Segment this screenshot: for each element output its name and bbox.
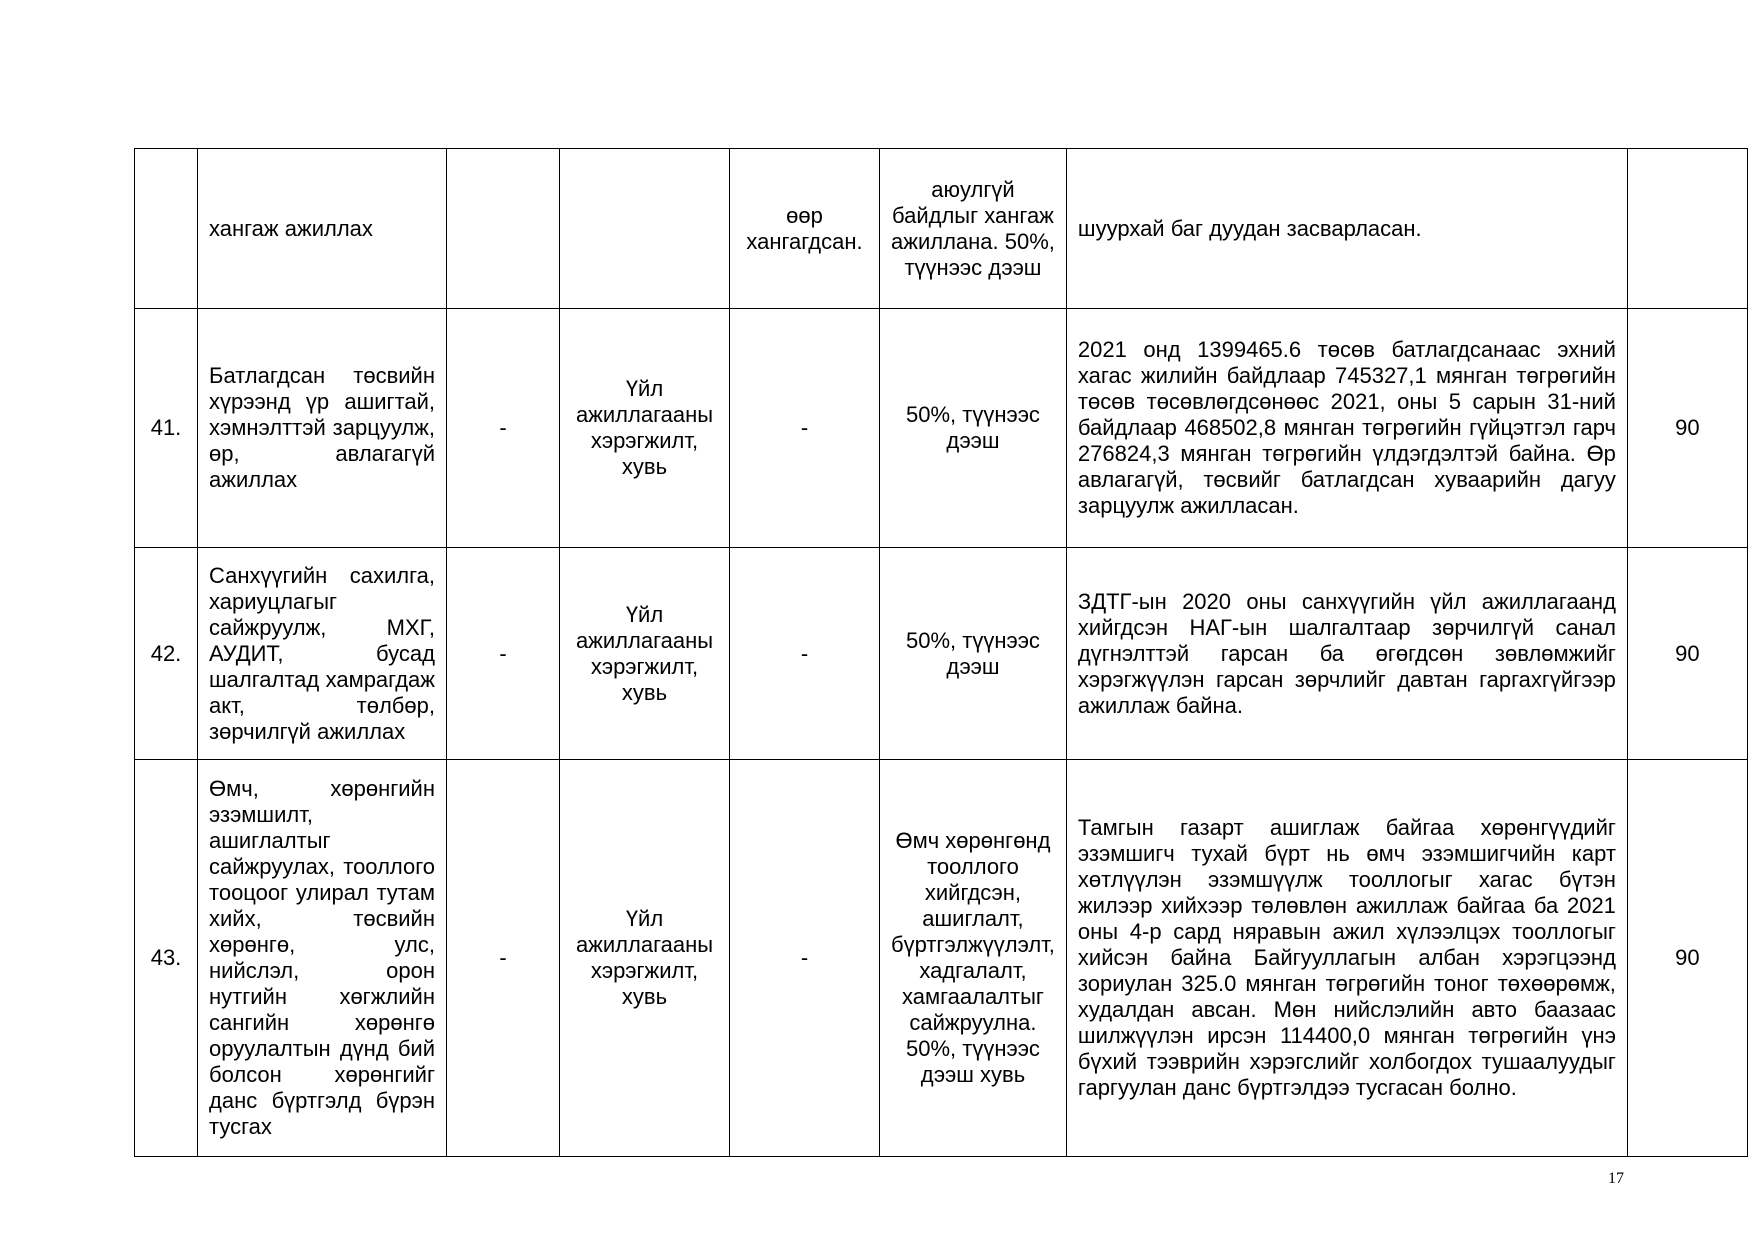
row-number: 42. (135, 548, 198, 760)
target-cell: 50%, түүнээс дээш (880, 309, 1067, 548)
score-cell (1627, 149, 1747, 309)
measure-cell: Үйл ажиллагааны хэрэгжилт, хувь (560, 548, 730, 760)
target-cell: 50%, түүнээс дээш (880, 548, 1067, 760)
baseline-cell: - (730, 760, 880, 1157)
baseline-cell: өөр хангагдсан. (730, 149, 880, 309)
indicator-cell: - (447, 760, 560, 1157)
table-row (135, 309, 1748, 548)
task-cell: хангаж ажиллах (198, 149, 447, 309)
result-cell: Тамгын газарт ашиглаж байгаа хөрөнгүүдийг эзэмшигч тухай бүрт нь өмч эзэмшигчийн карт хөтлүүлэн эзэмшүүлж тооллогыг хагас бүтэн жилээр хийхээр төлөвлөн ажиллаж байгаа ба 2021 оны 4-р сард няравын ажил хүлээлцэх тооллогыг хийсэн байна Байгууллагын албан хэрэгцээнд зориулан 325.0 мянган төгрөгийн тоног төхөөрөмж, худалдан авсан. Мөн нийслэлийн авто баазаас шилжүүлэн ирсэн 114400,0 мянган төгрөгийн үнэ бүхий тээврийн хэрэгслийг холбогдох тушаалуудыг гаргуулан данс бүртгэлдээ тусгасан болно. (1066, 760, 1627, 1157)
table-row (135, 760, 1748, 1157)
score-cell: 90 (1627, 760, 1747, 1157)
target-cell: аюулгүй байдлыг хангаж ажиллана. 50%, түүнээс дээш (880, 149, 1067, 309)
result-cell: 2021 онд 1399465.6 төсөв батлагдсанаас эхний хагас жилийн байдлаар 745327,1 мянган төгрөгийн төсөв төсөвлөгдсөнөөс 2021, оны 5 сарын 31-ний байдлаар 468502,8 мянган төгрөгийн гүйцэтгэл гарч 276824,3 мянган төгрөгийн үлдэгдэлтэй байна. Өр авлагагүй, төсвийг батлагдсан хуваарийн дагуу зарцуулж ажилласан. (1066, 309, 1627, 548)
measure-cell: Үйл ажиллагааны хэрэгжилт, хувь (560, 760, 730, 1157)
row-number: 41. (135, 309, 198, 548)
score-cell: 90 (1627, 309, 1747, 548)
target-cell: Өмч хөрөнгөнд тооллого хийгдсэн, ашиглалт, бүртгэлжүүлэлт, хадгалалт, хамгаалалтыг сайжруулна. 50%, түүнээс дээш хувь (880, 760, 1067, 1157)
table-row (135, 149, 1748, 309)
indicator-cell: - (447, 309, 560, 548)
task-cell: Өмч, хөрөнгийн эзэмшилт, ашиглалтыг сайжруулах, тооллого тооцоог улирал тутам хийх, төсвийн хөрөнгө, улс, нийслэл, орон нутгийн хөгжлийн сангийн хөрөнгө оруулалтын дүнд бий болсон хөрөнгийг данс бүртгэлд бүрэн тусгах (198, 760, 447, 1157)
measure-cell: Үйл ажиллагааны хэрэгжилт, хувь (560, 309, 730, 548)
measure-cell (560, 149, 730, 309)
task-cell: Батлагдсан төсвийн хүрээнд үр ашигтай, хэмнэлттэй зарцуулж, өр, авлагагүй ажиллах (198, 309, 447, 548)
page-number: 17 (1608, 1170, 1624, 1187)
report-table (134, 148, 1748, 1157)
table-row (135, 548, 1748, 760)
result-cell: ЗДТГ-ын 2020 оны санхүүгийн үйл ажиллагаанд хийгдсэн НАГ-ын шалгалтаар зөрчилгүй санал дүгнэлттэй гарсан ба өгөгдсөн зөвлөмжийг хэрэгжүүлэн гарсан зөрчлийг давтан гаргахгүйгээр ажиллаж байна. (1066, 548, 1627, 760)
indicator-cell: - (447, 548, 560, 760)
row-number (135, 149, 198, 309)
score-cell: 90 (1627, 548, 1747, 760)
baseline-cell: - (730, 309, 880, 548)
result-cell: шуурхай баг дуудан засварласан. (1066, 149, 1627, 309)
row-number: 43. (135, 760, 198, 1157)
baseline-cell: - (730, 548, 880, 760)
task-cell: Санхүүгийн сахилга, хариуцлагыг сайжруулж, МХГ, АУДИТ, бусад шалгалтад хамрагдаж акт, төлбөр, зөрчилгүй ажиллах (198, 548, 447, 760)
indicator-cell (447, 149, 560, 309)
